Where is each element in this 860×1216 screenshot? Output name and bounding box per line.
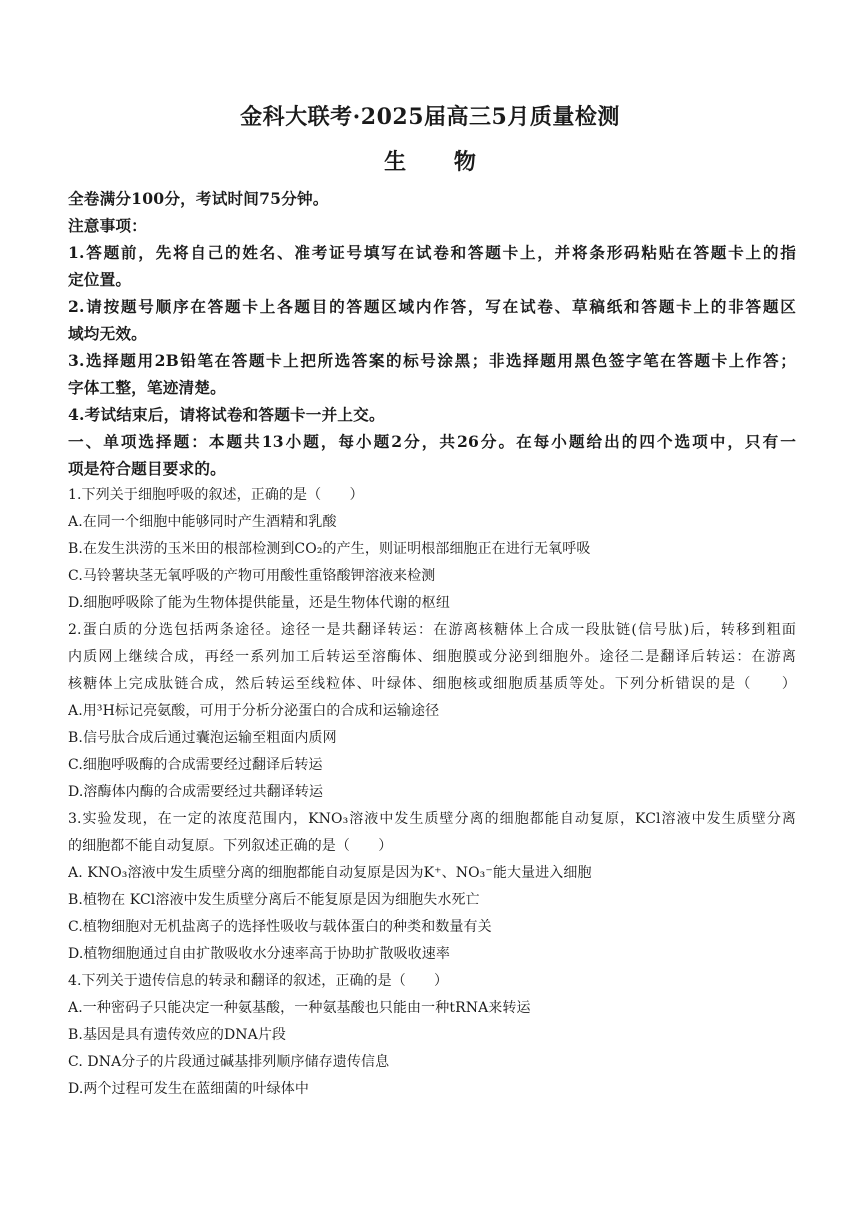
question-option: C. DNA分子的片段通过碱基排列顺序储存遗传信息: [68, 1054, 390, 1070]
question-option: B.在发生洪涝的玉米田的根部检测到CO₂的产生，则证明根部细胞正在进行无氧呼吸: [68, 541, 591, 557]
question-stem: 3.实验发现，在一定的浓度范围内，KNO₃溶液中发生质壁分离的细胞都能自动复原，KCl溶液中发生质壁分离: [68, 811, 796, 827]
subject-title: 生 物: [384, 149, 476, 175]
notice-line: 2.请按题号顺序在答题卡上各题目的答题区域内作答，写在试卷、草稿纸和答题卡上的非答题区: [68, 297, 796, 316]
notice-line: 4.考试结束后，请将试卷和答题卡一并上交。: [68, 405, 385, 424]
question-option: D.植物细胞通过自由扩散吸收水分速率高于协助扩散吸收速率: [68, 946, 450, 962]
question-option: D.细胞呼吸除了能为生物体提供能量，还是生物体代谢的枢纽: [68, 595, 450, 611]
question-option: C.马铃薯块茎无氧呼吸的产物可用酸性重铬酸钾溶液来检测: [68, 568, 436, 584]
notice-line: 域均无效。: [68, 324, 147, 343]
question-stem: 2.蛋白质的分选包括两条途径。途径一是共翻译转运：在游离核糖体上合成一段肽链(信号肽)后，转移到粗面: [68, 622, 796, 638]
question-option: D.溶酶体内酶的合成需要经过共翻译转运: [68, 784, 324, 800]
section-heading: 一、单项选择题：本题共13小题，每小题2分，共26分。在每小题给出的四个选项中，只有一: [68, 432, 796, 451]
question-stem: 1.下列关于细胞呼吸的叙述，正确的是（ ）: [68, 487, 364, 503]
question-option: B.基因是具有遗传效应的DNA片段: [68, 1027, 287, 1043]
notice-heading: 注意事项：: [68, 216, 147, 235]
question-stem: 内质网上继续合成，再经一系列加工后转运至溶酶体、细胞膜或分泌到细胞外。途径二是翻译后转运：在游离: [68, 649, 796, 665]
notice-line: 定位置。: [68, 270, 132, 289]
notice-line: 3.选择题用2B铅笔在答题卡上把所选答案的标号涂黑；非选择题用黑色签字笔在答题卡上作答；: [68, 351, 796, 370]
question-option: A.一种密码子只能决定一种氨基酸，一种氨基酸也只能由一种tRNA来转运: [68, 1000, 531, 1016]
question-stem: 的细胞都不能自动复原。下列叙述正确的是（ ）: [68, 838, 393, 854]
notice-line: 字体工整，笔迹清楚。: [68, 378, 226, 397]
question-option: D.两个过程可发生在蓝细菌的叶绿体中: [68, 1081, 309, 1097]
question-stem: 核糖体上完成肽链合成，然后转运至线粒体、叶绿体、细胞核或细胞质基质等处。下列分析错误的是（ ）: [68, 676, 796, 692]
question-option: A.在同一个细胞中能够同时产生酒精和乳酸: [68, 514, 337, 530]
question-option: C.细胞呼吸酶的合成需要经过翻译后转运: [68, 757, 323, 773]
exam-title: 金科大联考·2025届高三5月质量检测: [240, 104, 620, 130]
notice-line: 1.答题前，先将自己的姓名、准考证号填写在试卷和答题卡上，并将条形码粘贴在答题卡上的指: [68, 243, 796, 262]
question-option: A.用³H标记亮氨酸，可用于分析分泌蛋白的合成和运输途径: [68, 703, 440, 719]
score-time-line: 全卷满分100分，考试时间75分钟。: [68, 189, 329, 208]
question-stem: 4.下列关于遗传信息的转录和翻译的叙述，正确的是（ ）: [68, 973, 449, 989]
question-option: B.信号肽合成后通过囊泡运输至粗面内质网: [68, 730, 337, 746]
section-heading: 项是符合题目要求的。: [68, 459, 226, 478]
question-option: A. KNO₃溶液中发生质壁分离的细胞都能自动复原是因为K⁺、NO₃⁻能大量进入细胞: [68, 865, 592, 881]
question-option: B.植物在 KCl溶液中发生质壁分离后不能复原是因为细胞失水死亡: [68, 892, 480, 908]
question-option: C.植物细胞对无机盐离子的选择性吸收与载体蛋白的种类和数量有关: [68, 919, 492, 935]
